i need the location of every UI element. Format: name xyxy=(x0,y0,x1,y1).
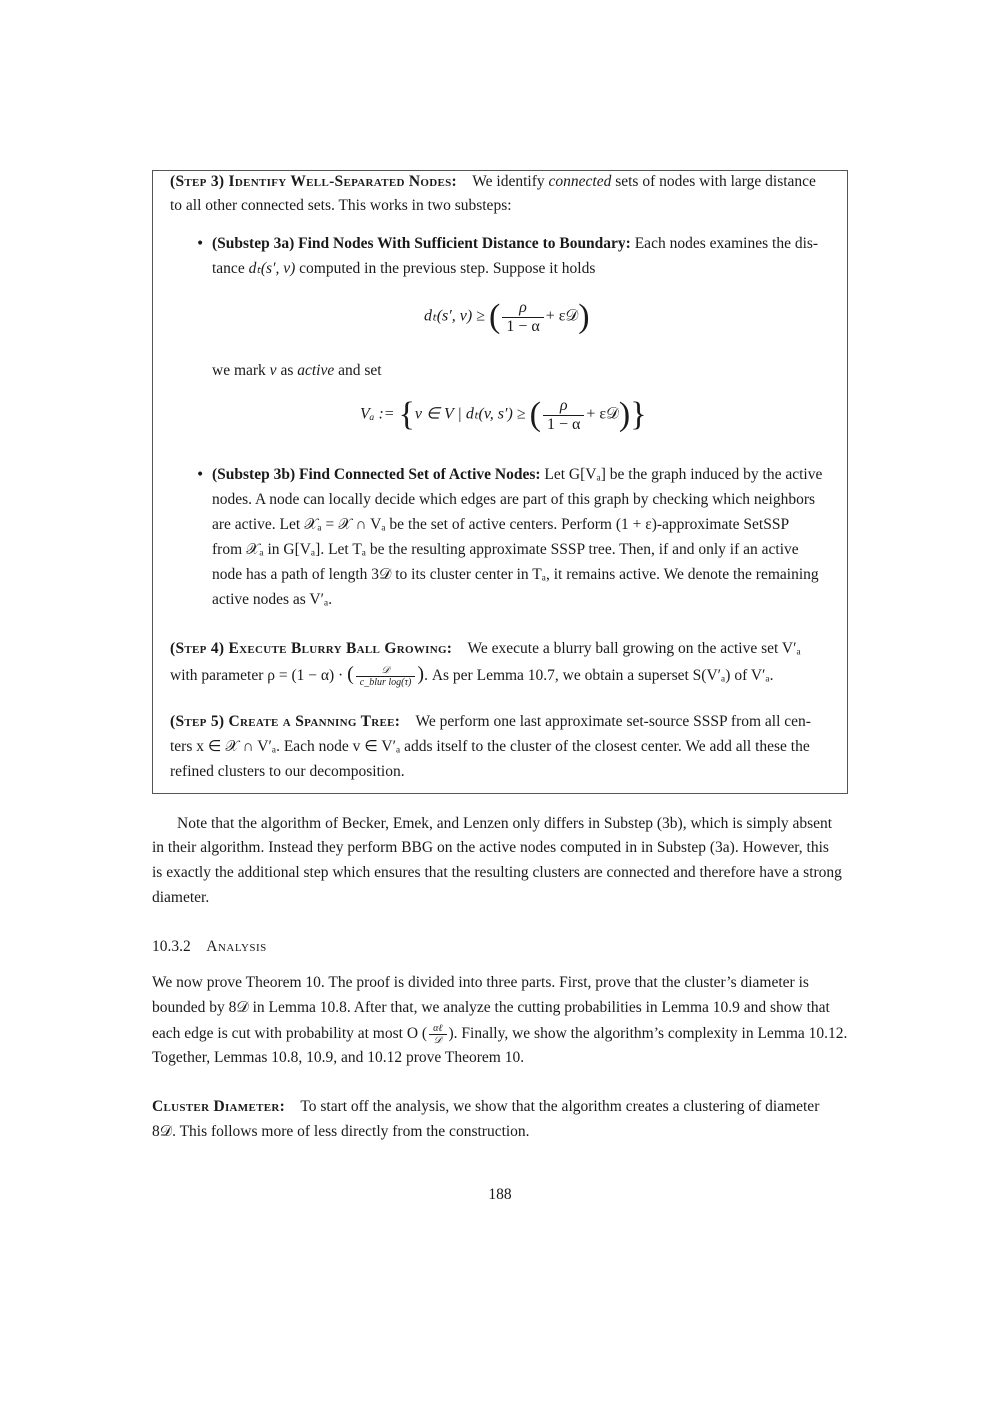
substep3a-label: (Substep 3a) Find Nodes With Sufficient Distance to Boundary: xyxy=(212,235,631,252)
step5-heading: (Step 5) Create a Spanning Tree: xyxy=(170,713,401,730)
cluster-heading: Cluster Diameter: xyxy=(152,1098,286,1115)
cluster-line1: Cluster Diameter: To start off the analysis, we show that the algorithm creates a clustering of diameter xyxy=(152,1098,820,1115)
step5-line2: ters x ∈ 𝒳 ∩ V′ₐ. Each node v ∈ V′ₐ adds itself to the cluster of the closest center. We add all these the xyxy=(170,738,810,755)
step3-line1: (Step 3) Identify Well-Separated Nodes: We identify connected sets of nodes with large distance xyxy=(170,173,816,190)
equation-1: dₜ(s′, v) ≥ ( $\frac{\rho}{1 - \alpha}$ + ε𝒟) xyxy=(424,298,590,335)
para1-line2: in their algorithm. Instead they perform BBG on the active nodes computed in in Substep (3a). However, this xyxy=(152,839,829,856)
para1-line1: Note that the algorithm of Becker, Emek, and Lenzen only differs in Substep (3b), which is simply absent xyxy=(177,815,833,832)
substep3a-line1: (Substep 3a) Find Nodes With Sufficient Distance to Boundary: Each nodes examines the dis- xyxy=(212,235,819,252)
substep3b-line5: node has a path of length 3𝒟 to its cluster center in Tₐ, it remains active. We denote the remaining xyxy=(212,566,819,583)
substep3a-mark-line: we mark v as active and set xyxy=(212,362,382,379)
equation-2: Vₐ := {v ∈ V | dₜ(v, s′) ≥ ( $\frac{\rho}{1 - \alpha}$ + ε𝒟)} xyxy=(360,396,647,433)
step4-line2: with parameter ρ = (1 − α) · ( $\frac{\text{𝒟}}{\text{c\_blur log(τ)}}$ ). As per Lemma 10.7, we obtain a superset S(V′ₐ) of V′ₐ. xyxy=(170,663,774,688)
para2-line2: bounded by 8𝒟 in Lemma 10.8. After that, we analyze the cutting probabilities in Lemma 10.9 and show that xyxy=(152,999,830,1016)
section-heading: 10.3.2 Analysis xyxy=(152,938,267,955)
substep3b-line4: from 𝒳ₐ in G[Vₐ]. Let Tₐ be the resulting approximate SSSP tree. Then, if and only if an active xyxy=(212,541,799,558)
para2-line3: each edge is cut with probability at most O ( $\frac{\text{αℓ}}{\text{𝒟}}$ ). Finally, we show the algorithm’s complexity in Lemma 10.12. xyxy=(152,1023,848,1046)
para2-line1: We now prove Theorem 10. The proof is divided into three parts. First, prove that the cluster’s diameter is xyxy=(152,974,809,991)
substep3b-line1: (Substep 3b) Find Connected Set of Active Nodes: Let G[Vₐ] be the graph induced by the active xyxy=(212,466,823,483)
step3-line2: to all other connected sets. This works in two substeps: xyxy=(170,197,512,214)
para1-line4: diameter. xyxy=(152,889,210,906)
substep3b-label: (Substep 3b) Find Connected Set of Active Nodes: xyxy=(212,466,541,483)
substep3b-line3: are active. Let 𝒳ₐ = 𝒳 ∩ Vₐ be the set of active centers. Perform (1 + ε)-approximate SetSSP xyxy=(212,516,790,533)
step3-heading: (Step 3) Identify Well-Separated Nodes: xyxy=(170,173,458,190)
substep3a-line2: tance dₜ(s′, v) computed in the previous step. Suppose it holds xyxy=(212,260,596,277)
step5-line1: (Step 5) Create a Spanning Tree: We perform one last approximate set-source SSSP from all cen- xyxy=(170,713,811,730)
step4-heading: (Step 4) Execute Blurry Ball Growing: xyxy=(170,640,453,657)
step4-line1: (Step 4) Execute Blurry Ball Growing: We execute a blurry ball growing on the active set V′ₐ xyxy=(170,640,801,657)
para2-line4: Together, Lemmas 10.8, 10.9, and 10.12 prove Theorem 10. xyxy=(152,1049,525,1066)
step5-line3: refined clusters to our decomposition. xyxy=(170,763,405,780)
bullet-icon: • xyxy=(196,236,205,252)
para1-line3: is exactly the additional step which ensures that the resulting clusters are connected and therefore have a strong xyxy=(152,864,842,881)
substep3b-line2: nodes. A node can locally decide which edges are part of this graph by checking which neighbors xyxy=(212,491,816,508)
bullet-icon: • xyxy=(196,467,205,483)
cluster-line2: 8𝒟. This follows more of less directly from the construction. xyxy=(152,1123,530,1140)
page-number: 188 xyxy=(488,1186,512,1203)
substep3b-line6: active nodes as V′ₐ. xyxy=(212,591,333,608)
